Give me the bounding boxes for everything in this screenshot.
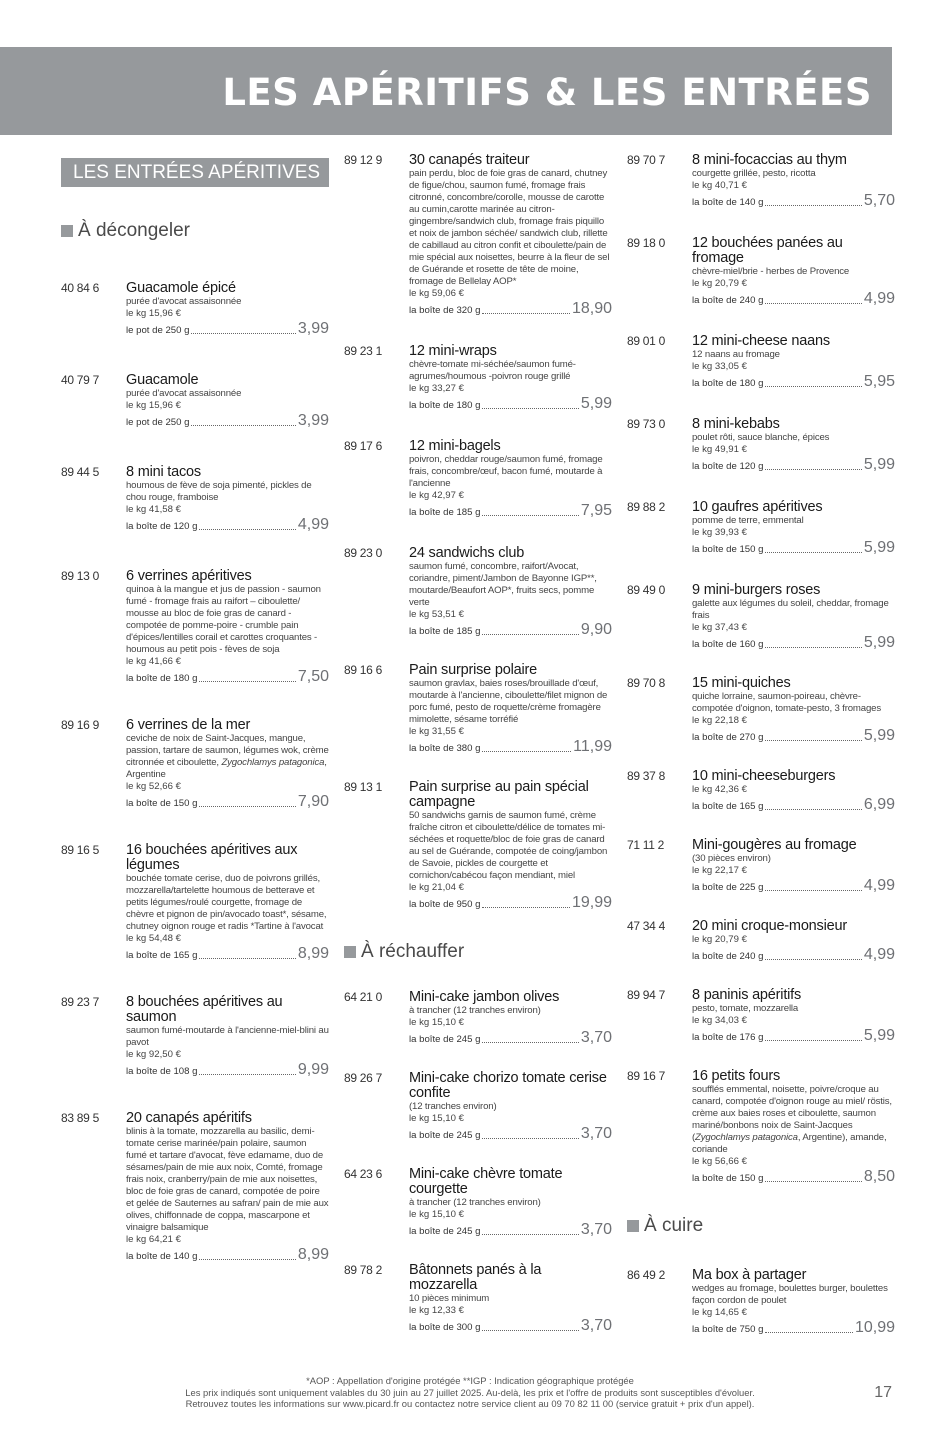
product-name: Mini-cake chèvre tomate courgette bbox=[409, 1166, 563, 1197]
dot-leader bbox=[482, 313, 569, 314]
product-kg-price: le kg 56,66 € bbox=[692, 1156, 747, 1167]
product-price: 5,99 bbox=[863, 1027, 895, 1044]
product-price-line bbox=[692, 877, 895, 894]
product-price: 6,99 bbox=[863, 796, 895, 813]
product-code: 89 12 9 bbox=[344, 153, 382, 167]
product-pack: la boîte de 180 g bbox=[126, 673, 198, 684]
product-kg-price: le kg 31,55 € bbox=[409, 726, 464, 737]
product-price: 4,99 bbox=[863, 946, 895, 963]
product-pack: la boîte de 185 g bbox=[409, 507, 481, 518]
product-item bbox=[627, 835, 895, 894]
dot-leader bbox=[191, 425, 295, 426]
product-name: 10 gaufres apéritives bbox=[692, 499, 823, 515]
product-code: 89 16 9 bbox=[61, 718, 99, 732]
product-code: 89 01 0 bbox=[627, 334, 665, 348]
product-price-line bbox=[692, 1027, 895, 1044]
product-price: 5,95 bbox=[863, 373, 895, 390]
product-price-line bbox=[692, 192, 895, 209]
product-name: 24 sandwichs club bbox=[409, 545, 525, 561]
product-item bbox=[61, 370, 329, 429]
product-price: 5,99 bbox=[863, 539, 895, 556]
product-code: 89 70 8 bbox=[627, 676, 665, 690]
product-description: wedges au fromage, boulettes burger, boulettes façon cordon de poulet bbox=[692, 1283, 888, 1306]
product-name: Ma box à partager bbox=[692, 1267, 807, 1283]
product-price-line bbox=[692, 456, 895, 473]
product-description: 12 naans au fromage bbox=[692, 349, 780, 360]
product-kg-price: le kg 39,93 € bbox=[692, 527, 747, 538]
product-code: 89 37 8 bbox=[627, 769, 665, 783]
product-code: 64 21 0 bbox=[344, 990, 382, 1004]
product-item bbox=[627, 916, 895, 963]
product-description: blinis à la tomate, mozzarella au basilic, demi-tomate cerise marinée/pain polaire, saumon fumé et tartare d'avocat, fève edamame, duo de sésames/pain de mie aux noix, Comté, fromage frais noix, cranberry/pain de mie aux noisettes, bloc de foie gras de canard, compotée de poire et gelée de Sauternes au safran/ pain de mie aux olives, chiffonnade de coppa, mascarpone et vinaigre balsamique bbox=[126, 1126, 329, 1233]
product-price-line bbox=[692, 727, 895, 744]
product-description: 50 sandwichs garnis de saumon fumé, crème fraîche citron et ciboulette/délice de tomates mi-séchées et roquette/bloc de foie gras de canard au sel de Guérande, compotée de coing/jambon de Savoie, pickles de courgette et cornichon/cabécou façon mendiant, miel bbox=[409, 810, 608, 881]
product-kg-price: le kg 52,66 € bbox=[126, 781, 181, 792]
product-kg-price: le kg 92,50 € bbox=[126, 1049, 181, 1060]
product-price-line bbox=[692, 1168, 895, 1185]
product-pack: la boîte de 160 g bbox=[692, 639, 764, 650]
product-pack: la boîte de 180 g bbox=[409, 400, 481, 411]
dot-leader bbox=[199, 958, 295, 959]
product-description: à trancher (12 tranches environ) bbox=[409, 1005, 541, 1016]
product-pack: la boîte de 185 g bbox=[409, 626, 481, 637]
dot-leader bbox=[765, 1040, 861, 1041]
product-description: chèvre-miel/brie - herbes de Provence bbox=[692, 266, 850, 277]
product-kg-price: le kg 12,33 € bbox=[409, 1305, 464, 1316]
product-pack: la boîte de 245 g bbox=[409, 1226, 481, 1237]
product-name: 16 bouchées apéritives aux légumes bbox=[126, 842, 298, 873]
product-kg-price: le kg 33,27 € bbox=[409, 383, 464, 394]
product-kg-price: le kg 41,58 € bbox=[126, 504, 181, 515]
product-pack: la boîte de 140 g bbox=[126, 1251, 198, 1262]
product-pack: la boîte de 150 g bbox=[692, 544, 764, 555]
product-kg-price: le kg 15,10 € bbox=[409, 1209, 464, 1220]
dot-leader bbox=[482, 515, 578, 516]
product-item bbox=[61, 992, 329, 1078]
product-kg-price: le kg 15,10 € bbox=[409, 1113, 464, 1124]
product-price: 18,90 bbox=[571, 300, 612, 317]
product-item bbox=[61, 715, 329, 810]
product-code: 89 23 1 bbox=[344, 344, 382, 358]
product-price-line bbox=[126, 412, 329, 429]
product-price-line bbox=[409, 1125, 612, 1142]
product-price: 5,99 bbox=[863, 634, 895, 651]
square-bullet-icon bbox=[344, 946, 356, 958]
product-description: saumon fumé-moutarde à l'ancienne-miel-blini au pavot bbox=[126, 1025, 329, 1048]
product-name: Pain surprise au pain spécial campagne bbox=[409, 779, 589, 810]
footer-contact: Retrouvez toutes les informations sur www.picard.fr ou contactez notre service client au 09 70 82 11 00 (service gratuit + prix d'un appel). bbox=[185, 1398, 755, 1409]
product-description: 10 pièces minimum bbox=[409, 1293, 490, 1304]
product-description: quinoa à la mangue et jus de passion - saumon fumé - fromage frais au raifort – ciboulette/ mousse au bloc de foie gras de canard - compotée de pomme-poire - crumble pain d'épices/lentilles corail et carottes croquantes - houmous au petit pois - fèves de soja bbox=[126, 584, 321, 655]
product-pack: la boîte de 165 g bbox=[126, 950, 198, 961]
product-price: 11,99 bbox=[573, 738, 612, 755]
product-name: 10 mini-cheeseburgers bbox=[692, 768, 836, 784]
product-price: 10,99 bbox=[854, 1319, 895, 1336]
product-code: 71 11 2 bbox=[627, 838, 665, 852]
page-number: 17 bbox=[874, 1384, 892, 1401]
product-name: Guacamole bbox=[126, 372, 199, 388]
product-description: (30 pièces environ) bbox=[692, 853, 771, 864]
product-code: 40 79 7 bbox=[61, 373, 99, 387]
product-item bbox=[61, 1108, 329, 1263]
footer-legend: *AOP : Appellation d'origine protégée **IGP : Indication géographique protégée bbox=[306, 1375, 634, 1386]
product-name: Guacamole épicé bbox=[126, 280, 236, 296]
product-item bbox=[627, 1265, 895, 1336]
product-item bbox=[344, 987, 612, 1046]
product-kg-price: le kg 37,43 € bbox=[692, 622, 747, 633]
product-price: 4,99 bbox=[297, 516, 329, 533]
product-description: soufflés emmental, noisette, poivre/croque au canard, compotée d'oignon rouge au miel/ röstis, crème aux baies roses et ciboulette, saumon mariné/bonbons noix de Saint-Jacques (Zygochlamys patagonica, Argentine), amande, coriande bbox=[692, 1084, 892, 1155]
product-name: 12 mini-bagels bbox=[409, 438, 501, 454]
product-name: 20 canapés apéritifs bbox=[126, 1110, 252, 1126]
dot-leader bbox=[765, 959, 861, 960]
dot-leader bbox=[482, 751, 571, 752]
product-code: 40 84 6 bbox=[61, 281, 99, 295]
product-price: 7,90 bbox=[297, 793, 329, 810]
product-description: quiche lorraine, saumon-poireau, chèvre-compotée d'oignon, tomate-pesto, 3 fromages bbox=[692, 691, 881, 714]
product-description: poivron, cheddar rouge/saumon fumé, fromage frais, concombre/œuf, bacon fumé, moutarde à l'ancienne bbox=[409, 454, 603, 489]
product-price-line bbox=[409, 395, 612, 412]
product-item bbox=[627, 233, 895, 307]
product-price-line bbox=[126, 320, 329, 337]
product-name: 8 mini tacos bbox=[126, 464, 201, 480]
product-kg-price: le kg 40,71 € bbox=[692, 180, 747, 191]
product-code: 89 88 2 bbox=[627, 500, 665, 514]
column-1 bbox=[61, 150, 329, 1263]
dot-leader bbox=[482, 1138, 578, 1139]
product-price: 8,99 bbox=[297, 945, 329, 962]
product-price-line bbox=[409, 300, 612, 317]
product-price: 3,70 bbox=[580, 1221, 612, 1238]
product-kg-price: le kg 22,18 € bbox=[692, 715, 747, 726]
product-pack: la boîte de 245 g bbox=[409, 1034, 481, 1045]
product-price: 9,99 bbox=[297, 1061, 329, 1078]
product-code: 89 17 6 bbox=[344, 439, 382, 453]
product-code: 89 73 0 bbox=[627, 417, 665, 431]
product-kg-price: le kg 64,21 € bbox=[126, 1234, 181, 1245]
product-code: 89 13 1 bbox=[344, 780, 382, 794]
product-item bbox=[61, 278, 329, 337]
product-name: 20 mini croque-monsieur bbox=[692, 918, 847, 934]
product-item bbox=[627, 150, 895, 209]
product-name: 12 mini-wraps bbox=[409, 343, 497, 359]
product-price-line bbox=[126, 945, 329, 962]
product-name: Mini-cake chorizo tomate cerise confite bbox=[409, 1070, 607, 1101]
product-description: houmous de fève de soja pimenté, pickles de chou rouge, framboise bbox=[126, 480, 312, 503]
product-price: 3,99 bbox=[297, 320, 329, 337]
product-pack: la boîte de 380 g bbox=[409, 743, 481, 754]
product-pack: la boîte de 180 g bbox=[692, 378, 764, 389]
product-name: Bâtonnets panés à la mozzarella bbox=[409, 1262, 542, 1293]
product-kg-price: le kg 14,65 € bbox=[692, 1307, 747, 1318]
product-price-line bbox=[409, 1221, 612, 1238]
product-price: 7,95 bbox=[580, 502, 612, 519]
product-kg-price: le kg 49,91 € bbox=[692, 444, 747, 455]
product-price-line bbox=[126, 516, 329, 533]
product-name: 8 paninis apéritifs bbox=[692, 987, 802, 1003]
product-pack: le pot de 250 g bbox=[126, 325, 190, 336]
product-item bbox=[627, 331, 895, 390]
product-price: 5,70 bbox=[863, 192, 895, 209]
dot-leader bbox=[199, 529, 295, 530]
footer-validity: Les prix indiqués sont uniquement valables du 30 juin au 27 juillet 2025. Au-delà, les prix et l'offre de produits sont susceptibles d'évoluer. bbox=[185, 1386, 755, 1398]
subsection-rechauffer: À réchauffer bbox=[344, 941, 612, 963]
product-description: poulet rôti, sauce blanche, épices bbox=[692, 432, 830, 443]
dot-leader bbox=[482, 634, 578, 635]
product-kg-price: le kg 54,48 € bbox=[126, 933, 181, 944]
product-item bbox=[61, 462, 329, 533]
product-kg-price: le kg 22,17 € bbox=[692, 865, 747, 876]
product-price: 3,70 bbox=[580, 1029, 612, 1046]
product-item bbox=[344, 1164, 612, 1238]
dot-leader bbox=[765, 303, 861, 304]
product-description: galette aux légumes du soleil, cheddar, fromage frais bbox=[692, 598, 889, 621]
dot-leader bbox=[765, 386, 861, 387]
product-description: saumon fumé, concombre, raifort/Avocat, coriandre, piment/Jambon de Bayonne IGP**, moutarde/Beaufort AOP*, fruits secs, pomme verte bbox=[409, 561, 597, 608]
product-name: 6 verrines apéritives bbox=[126, 568, 252, 584]
product-kg-price: le kg 20,79 € bbox=[692, 278, 747, 289]
product-item bbox=[344, 1260, 612, 1334]
product-price-line bbox=[126, 668, 329, 685]
product-description: courgette grillée, pesto, ricotta bbox=[692, 168, 816, 179]
product-code: 89 16 7 bbox=[627, 1069, 665, 1083]
product-price: 5,99 bbox=[863, 727, 895, 744]
product-kg-price: le kg 41,66 € bbox=[126, 656, 181, 667]
product-pack: la boîte de 140 g bbox=[692, 197, 764, 208]
product-kg-price: le kg 15,96 € bbox=[126, 308, 181, 319]
product-name: Mini-cake jambon olives bbox=[409, 989, 560, 1005]
product-item bbox=[627, 414, 895, 473]
product-item bbox=[344, 777, 612, 911]
product-item bbox=[627, 985, 895, 1044]
product-item bbox=[344, 341, 612, 412]
section-title: LES ENTRÉES APÉRITIVES bbox=[61, 158, 329, 187]
product-kg-price: le kg 34,03 € bbox=[692, 1015, 747, 1026]
product-kg-price: le kg 42,97 € bbox=[409, 490, 464, 501]
product-name: 8 mini-kebabs bbox=[692, 416, 780, 432]
product-kg-price: le kg 33,05 € bbox=[692, 361, 747, 372]
footer-notes bbox=[0, 1375, 940, 1410]
dot-leader bbox=[765, 740, 861, 741]
product-code: 89 78 2 bbox=[344, 1263, 382, 1277]
product-item bbox=[344, 660, 612, 755]
page-title: LES APÉRITIFS & LES ENTRÉES bbox=[222, 71, 872, 114]
product-pack: la boîte de 108 g bbox=[126, 1066, 198, 1077]
product-item bbox=[627, 580, 895, 651]
product-price-line bbox=[692, 373, 895, 390]
product-code: 89 70 7 bbox=[627, 153, 665, 167]
product-code: 89 16 6 bbox=[344, 663, 382, 677]
dot-leader bbox=[482, 408, 578, 409]
product-pack: la boîte de 165 g bbox=[692, 801, 764, 812]
product-pack: le pot de 250 g bbox=[126, 417, 190, 428]
product-pack: la boîte de 120 g bbox=[692, 461, 764, 472]
dot-leader bbox=[765, 1332, 852, 1333]
product-kg-price: le kg 53,51 € bbox=[409, 609, 464, 620]
product-price: 8,50 bbox=[863, 1168, 895, 1185]
product-name: 12 mini-cheese naans bbox=[692, 333, 830, 349]
product-pack: la boîte de 320 g bbox=[409, 305, 481, 316]
dot-leader bbox=[199, 681, 295, 682]
product-code: 89 23 7 bbox=[61, 995, 99, 1009]
product-price: 4,99 bbox=[863, 290, 895, 307]
product-price-line bbox=[692, 796, 895, 813]
product-description: ceviche de noix de Saint-Jacques, mangue, passion, tartare de saumon, légumes wok, crème citronnée et ciboulette, Zygochlamys patagonica, Argentine bbox=[126, 733, 329, 780]
product-description: (12 tranches environ) bbox=[409, 1101, 497, 1112]
dot-leader bbox=[482, 907, 569, 908]
product-price: 5,99 bbox=[580, 395, 612, 412]
product-pack: la boîte de 150 g bbox=[692, 1173, 764, 1184]
product-item bbox=[344, 150, 612, 317]
product-description: pain perdu, bloc de foie gras de canard, chutney de figue/chou, saumon fumé, fromage frais citronné, concombre/corolle, mousse de carotte au cumin,carotte marinée au citron-gingembre/sandwich club, fromage frais piquillo et noix de jambon séchée/ sandwich club, rillette de cabillaud au citron confit et ciboulette/pain de mie spécial aux noisettes, beurre à la fleur de sel de Guérande et rosette de tête de moine, fromage de Bellelay AOP* bbox=[409, 168, 610, 287]
product-name: 12 bouchées panées au fromage bbox=[692, 235, 843, 266]
product-code: 64 23 6 bbox=[344, 1167, 382, 1181]
product-price-line bbox=[409, 738, 612, 755]
product-code: 89 16 5 bbox=[61, 843, 99, 857]
product-description: purée d'avocat assaisonnée bbox=[126, 388, 242, 399]
product-price: 8,99 bbox=[297, 1246, 329, 1263]
product-pack: la boîte de 950 g bbox=[409, 899, 481, 910]
product-description: purée d'avocat assaisonnée bbox=[126, 296, 242, 307]
dot-leader bbox=[765, 647, 861, 648]
product-price-line bbox=[126, 793, 329, 810]
product-code: 83 89 5 bbox=[61, 1111, 99, 1125]
product-item bbox=[627, 673, 895, 744]
product-description: pomme de terre, emmental bbox=[692, 515, 804, 526]
product-item bbox=[627, 1066, 895, 1185]
dot-leader bbox=[199, 806, 295, 807]
product-code: 89 94 7 bbox=[627, 988, 665, 1002]
product-code: 89 26 7 bbox=[344, 1071, 382, 1085]
product-code: 89 49 0 bbox=[627, 583, 665, 597]
product-price-line bbox=[126, 1246, 329, 1263]
product-price: 9,90 bbox=[580, 621, 612, 638]
dot-leader bbox=[765, 469, 861, 470]
dot-leader bbox=[765, 205, 861, 206]
product-kg-price: le kg 15,96 € bbox=[126, 400, 181, 411]
product-item bbox=[344, 543, 612, 638]
product-pack: la boîte de 150 g bbox=[126, 798, 198, 809]
product-kg-price: le kg 15,10 € bbox=[409, 1017, 464, 1028]
product-pack: la boîte de 750 g bbox=[692, 1324, 764, 1335]
dot-leader bbox=[765, 1181, 861, 1182]
product-pack: la boîte de 176 g bbox=[692, 1032, 764, 1043]
product-name: 8 mini-focaccias au thym bbox=[692, 152, 847, 168]
subsection-decongeler: À décongeler bbox=[61, 220, 329, 242]
column-2 bbox=[344, 150, 612, 1334]
product-price: 3,70 bbox=[580, 1317, 612, 1334]
product-price-line bbox=[409, 1317, 612, 1334]
product-name: Pain surprise polaire bbox=[409, 662, 537, 678]
product-price: 4,99 bbox=[863, 877, 895, 894]
product-item bbox=[61, 566, 329, 685]
product-name: Mini-gougères au fromage bbox=[692, 837, 857, 853]
product-kg-price: le kg 20,79 € bbox=[692, 934, 747, 945]
product-price-line bbox=[692, 290, 895, 307]
product-pack: la boîte de 240 g bbox=[692, 951, 764, 962]
dot-leader bbox=[482, 1042, 578, 1043]
product-name: 30 canapés traiteur bbox=[409, 152, 530, 168]
product-kg-price: le kg 42,36 € bbox=[692, 784, 747, 795]
product-code: 86 49 2 bbox=[627, 1268, 665, 1282]
product-kg-price: le kg 59,06 € bbox=[409, 288, 464, 299]
dot-leader bbox=[765, 809, 861, 810]
product-code: 47 34 4 bbox=[627, 919, 665, 933]
product-price-line bbox=[692, 634, 895, 651]
square-bullet-icon bbox=[627, 1220, 639, 1232]
product-name: 9 mini-burgers roses bbox=[692, 582, 821, 598]
product-price-line bbox=[409, 1029, 612, 1046]
product-price-line bbox=[692, 539, 895, 556]
product-name: 8 bouchées apéritives au saumon bbox=[126, 994, 283, 1025]
product-description: pesto, tomate, mozzarella bbox=[692, 1003, 799, 1014]
product-price-line bbox=[692, 1319, 895, 1336]
product-price: 3,99 bbox=[297, 412, 329, 429]
product-pack: la boîte de 120 g bbox=[126, 521, 198, 532]
dot-leader bbox=[482, 1234, 578, 1235]
product-price-line bbox=[126, 1061, 329, 1078]
product-name: 15 mini-quiches bbox=[692, 675, 791, 691]
product-price: 5,99 bbox=[863, 456, 895, 473]
product-item bbox=[627, 497, 895, 556]
product-name: 6 verrines de la mer bbox=[126, 717, 251, 733]
product-price-line bbox=[692, 946, 895, 963]
dot-leader bbox=[199, 1074, 295, 1075]
product-name: 16 petits fours bbox=[692, 1068, 781, 1084]
subsection-cuire: À cuire bbox=[627, 1215, 895, 1237]
product-pack: la boîte de 270 g bbox=[692, 732, 764, 743]
product-item bbox=[344, 436, 612, 519]
product-description: bouchée tomate cerise, duo de poivrons grillés, mozzarella/tartelette houmous de betterave et petits légumes/roulé courgette, fromage de chèvre et pignon de pin/avocado toast*, sésame, chutney oignon rouge et radis *Tartine à l'avocat bbox=[126, 873, 327, 932]
product-code: 89 44 5 bbox=[61, 465, 99, 479]
product-code: 89 18 0 bbox=[627, 236, 665, 250]
product-price: 7,50 bbox=[297, 668, 329, 685]
column-3 bbox=[627, 150, 895, 1336]
product-item bbox=[61, 840, 329, 962]
dot-leader bbox=[191, 333, 295, 334]
product-pack: la boîte de 300 g bbox=[409, 1322, 481, 1333]
product-pack: la boîte de 245 g bbox=[409, 1130, 481, 1141]
product-description: saumon gravlax, baies roses/brouillade d'œuf, moutarde à l'ancienne, ciboulette/filet mignon de porc fumé, pesto de roquette/crème fromagère mimolette, sésame torréfié bbox=[409, 678, 608, 725]
product-pack: la boîte de 240 g bbox=[692, 295, 764, 306]
square-bullet-icon bbox=[61, 225, 73, 237]
product-description: chèvre-tomate mi-séchée/saumon fumé-agrumes/houmous -poivron rouge grillé bbox=[409, 359, 576, 382]
product-item bbox=[627, 766, 895, 813]
product-price-line bbox=[409, 502, 612, 519]
dot-leader bbox=[482, 1330, 578, 1331]
product-code: 89 23 0 bbox=[344, 546, 382, 560]
page-header bbox=[0, 47, 892, 135]
product-code: 89 13 0 bbox=[61, 569, 99, 583]
product-price-line bbox=[409, 894, 612, 911]
dot-leader bbox=[199, 1259, 295, 1260]
product-price-line bbox=[409, 621, 612, 638]
dot-leader bbox=[765, 890, 861, 891]
product-price: 3,70 bbox=[580, 1125, 612, 1142]
product-item bbox=[344, 1068, 612, 1142]
product-pack: la boîte de 225 g bbox=[692, 882, 764, 893]
product-price: 19,99 bbox=[571, 894, 612, 911]
dot-leader bbox=[765, 552, 861, 553]
product-kg-price: le kg 21,04 € bbox=[409, 882, 464, 893]
product-description: à trancher (12 tranches environ) bbox=[409, 1197, 541, 1208]
